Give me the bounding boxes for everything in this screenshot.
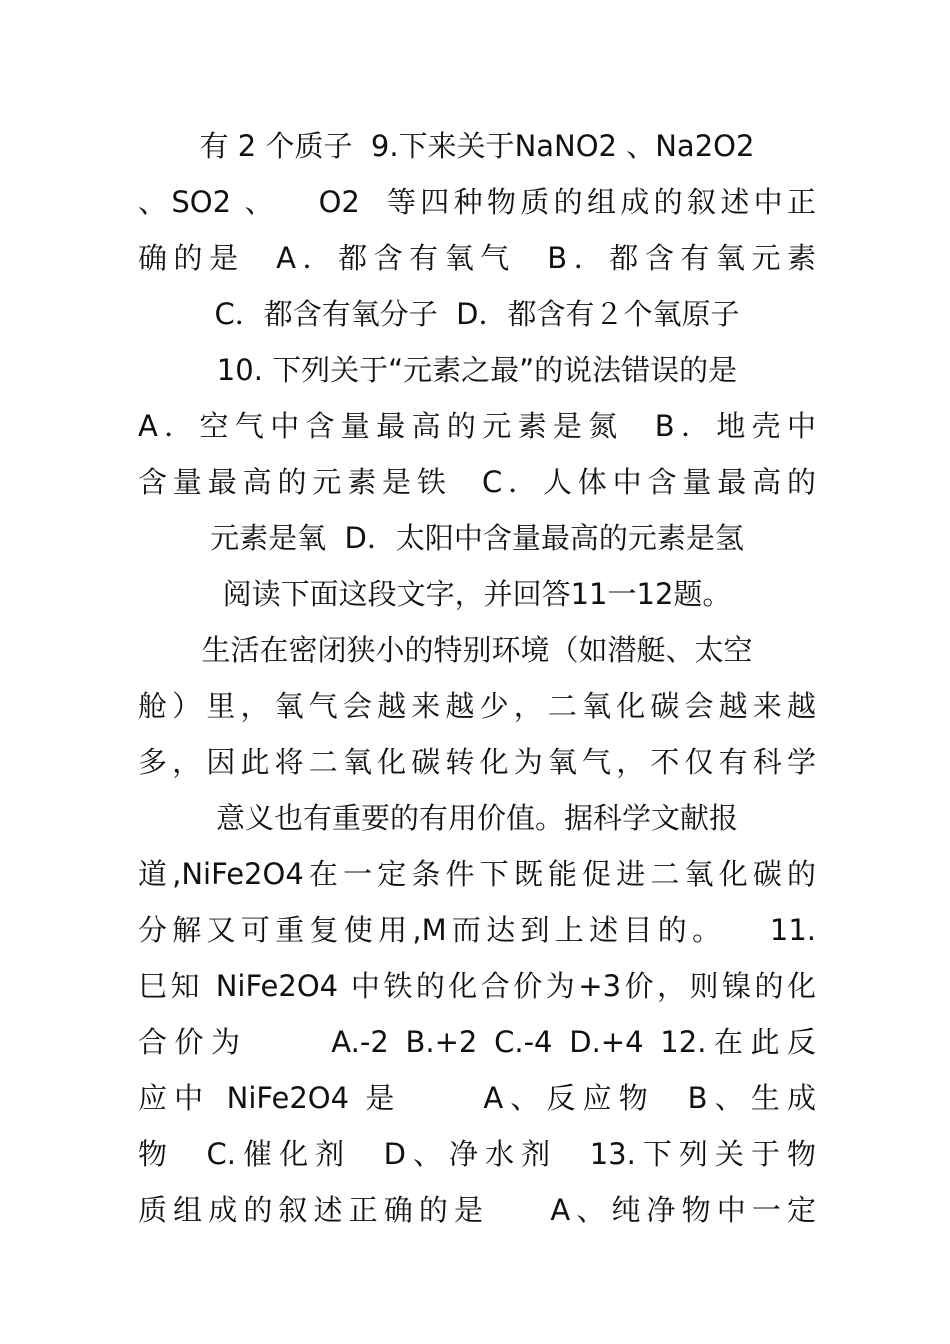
text-line-4: C．都含有氧分子 D．都含有２个氧原子 [214,297,740,331]
text-line-19: 物 C.催化剂 D、净水剂 13.下列关于物 [138,1137,816,1171]
text-line-18: 应中 NiFe2O4 是 A、反应物 B、生成 [138,1081,816,1115]
text-line-13: 意义也有重要的有用价值。据科学文献报 [215,801,738,835]
text-line-20: 质组成的叙述正确的是 A、纯净物中一定 [138,1193,816,1227]
document-text [138,118,816,1238]
text-line-16: 巳知 NiFe2O4 中铁的化合价为+3价，则镍的化 [138,969,816,1003]
text-line-11: 舱）里，氧气会越来越少，二氧化碳会越来越 [138,689,816,723]
text-line-6: A．空气中含量最高的元素是氮 B．地壳中 [138,409,816,443]
text-line-7: 含量最高的元素是铁 C．人体中含量最高的 [138,465,816,499]
text-line-2: 、SO2 、 O2 等四种物质的组成的叙述中正 [138,185,816,219]
text-line-17: 合价为 A.-2 B.+2 C.-4 D.+4 12.在此反 [138,1025,816,1059]
text-line-15: 分解又可重复使用,M而达到上述目的。 11. [138,913,816,947]
text-line-14: 道,NiFe2O4在一定条件下既能促进二氧化碳的 [138,857,816,891]
text-line-8: 元素是氧 D．太阳中含量最高的元素是氢 [210,521,744,555]
text-line-9: 阅读下面这段文字，并回答11一12题。 [222,577,732,611]
text-line-12: 多，因此将二氧化碳转化为氧气，不仅有科学 [138,745,816,779]
text-line-10: 生活在密闭狭小的特别环境（如潜艇、太空 [201,633,753,667]
text-line-1: 有 2 个质子 9.下来关于NaNO2 、Na2O2 [199,129,755,163]
text-line-3: 确的是 A．都含有氧气 B．都含有氧元素 [138,241,816,275]
text-line-5: 10. 下列关于“元素之最”的说法错误的是 [216,353,738,387]
